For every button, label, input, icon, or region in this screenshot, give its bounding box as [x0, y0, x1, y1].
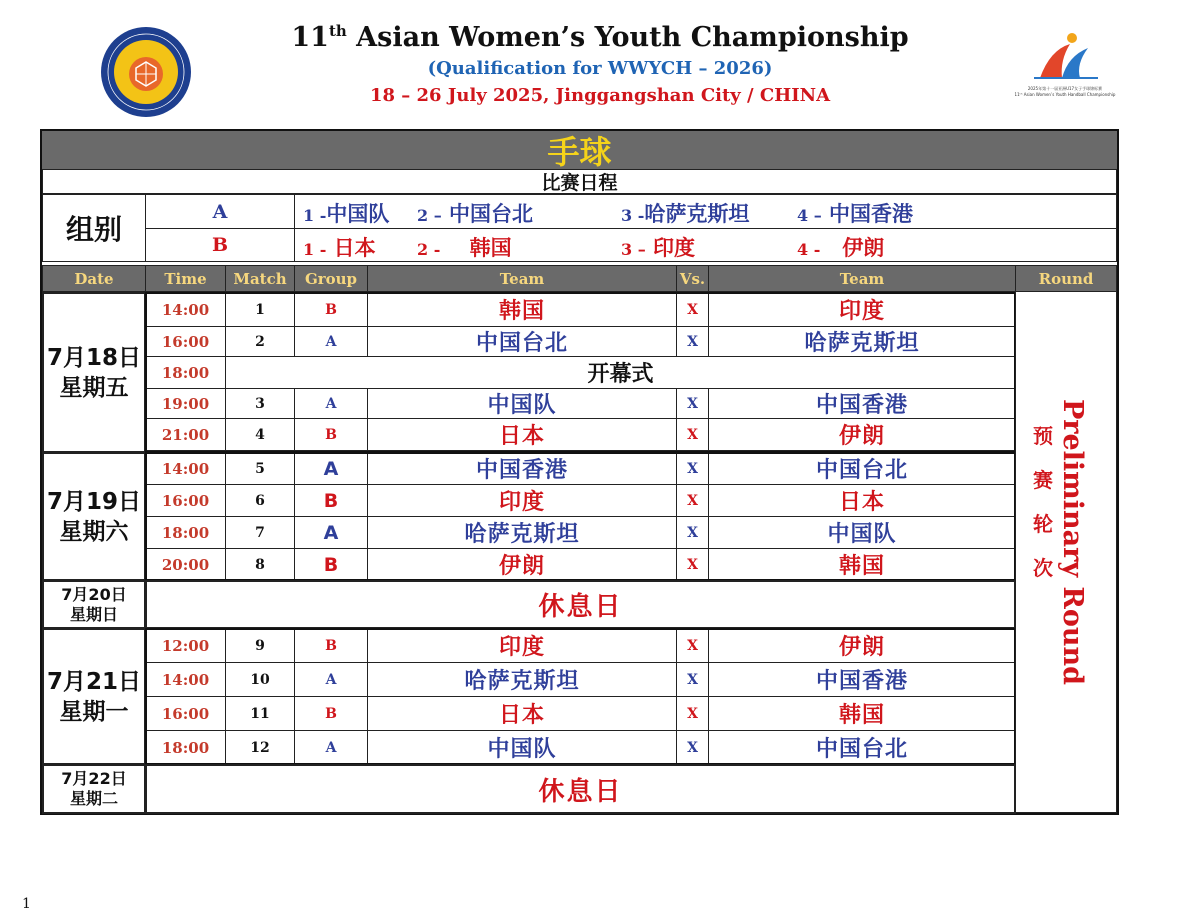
match-time: 19:00 — [145, 388, 226, 419]
team-home: 日本 — [367, 696, 677, 731]
group-b-team-3-wrap: 3 – 印度 — [621, 236, 696, 260]
match-number: 6 — [225, 484, 295, 517]
group-b-team-4-wrap: 4 - 伊朗 — [797, 236, 885, 260]
match-group: A — [294, 730, 368, 765]
group-b-name: B — [211, 234, 229, 256]
match-time: 14:00 — [145, 292, 226, 327]
match-time: 20:00 — [145, 548, 226, 581]
team-home: 伊朗 — [367, 548, 677, 581]
match-time: 16:00 — [145, 326, 226, 357]
match-time: 18:00 — [145, 730, 226, 765]
team-away: 中国台北 — [708, 730, 1016, 765]
day-label — [47, 343, 141, 403]
day-date: 7月19日 — [46, 488, 141, 515]
vs-marker: X — [676, 326, 709, 357]
schedule-title-row — [42, 169, 1117, 194]
vs-marker: X — [676, 516, 709, 549]
group-b-team-1: 日本 — [333, 236, 376, 260]
match-number: 5 — [225, 452, 295, 485]
vs-marker: X — [676, 418, 709, 451]
team-home: 中国台北 — [367, 326, 677, 357]
match-number: 2 — [225, 326, 295, 357]
page-number: 1 — [22, 896, 31, 912]
day-weekday: 星期二 — [69, 789, 118, 808]
match-group: A — [294, 388, 368, 419]
team-home: 中国队 — [367, 388, 677, 419]
match-number: 7 — [225, 516, 295, 549]
team-home: 哈萨克斯坦 — [367, 662, 677, 697]
rest-day-cell: 休息日 — [145, 764, 1016, 814]
match-time: 14:00 — [145, 662, 226, 697]
match-group: B — [294, 418, 368, 451]
vs-marker: X — [676, 730, 709, 765]
group-a-team-3-wrap: 3 -哈萨克斯坦 — [621, 202, 750, 226]
match-number: 3 — [225, 388, 295, 419]
group-b-team-2-wrap: 2 - 韩国 — [417, 236, 512, 260]
group-label: 组别 — [65, 213, 122, 246]
match-number: 11 — [225, 696, 295, 731]
team-away: 中国香港 — [708, 662, 1016, 697]
round-zh: 预 赛 轮 次 — [1033, 424, 1053, 580]
championship-title: 11th Asian Women’s Youth Championship — [291, 22, 909, 53]
championship-logo-text: 2025年第十一届亚洲U17女子手球锦标赛 11ᵗʰ Asian Women’s Youth Handball Championship — [1014, 86, 1116, 97]
championship-logo — [1010, 30, 1120, 100]
group-a-teams-cell — [294, 194, 1117, 229]
group-label-cell — [42, 194, 146, 262]
match-time: 18:00 — [145, 516, 226, 549]
group-b-team-3: 印度 — [653, 236, 696, 260]
team-away: 中国队 — [708, 516, 1016, 549]
match-number: 9 — [225, 628, 295, 663]
opening-ceremony: 开幕式 — [225, 356, 1016, 389]
day-date: 7月22日 — [61, 769, 127, 788]
date-cell-2 — [42, 452, 146, 581]
team-away: 韩国 — [708, 696, 1016, 731]
match-number: 12 — [225, 730, 295, 765]
vs-marker: X — [676, 548, 709, 581]
round-en: Preliminary Round — [1057, 398, 1088, 686]
group-a-name: A — [212, 200, 228, 223]
team-away: 中国香港 — [708, 388, 1016, 419]
group-a-teams: 1 -中国队 — [303, 202, 390, 226]
date-cell-4 — [42, 628, 146, 765]
schedule-title: 比赛日程 — [541, 172, 618, 194]
championship-logo-icon — [1010, 30, 1120, 82]
group-a-team-3: 哈萨克斯坦 — [644, 202, 750, 226]
team-home: 中国队 — [367, 730, 677, 765]
group-a-team-2: 中国台北 — [449, 202, 534, 226]
match-group: B — [294, 292, 368, 327]
group-b-teams-cell — [294, 228, 1117, 262]
sport-title: 手球 — [547, 133, 612, 171]
group-a-team-2-wrap: 2 – 中国台北 — [417, 202, 534, 226]
day-weekday: 星期六 — [59, 518, 129, 545]
match-time: 16:00 — [145, 696, 226, 731]
group-a-team-4-wrap: 4 – 中国香港 — [797, 202, 914, 226]
col-team-1: Team — [367, 265, 677, 292]
team-away: 哈萨克斯坦 — [708, 326, 1016, 357]
match-group: A — [294, 516, 368, 549]
team-home: 日本 — [367, 418, 677, 451]
group-b-team-2: 韩国 — [469, 236, 512, 260]
match-time: 12:00 — [145, 628, 226, 663]
col-vs: Vs. — [676, 265, 709, 292]
team-home: 印度 — [367, 484, 677, 517]
vs-marker: X — [676, 662, 709, 697]
col-date: Date — [42, 265, 146, 292]
vs-marker: X — [676, 292, 709, 327]
group-b-team-4: 伊朗 — [842, 236, 885, 260]
col-group: Group — [294, 265, 368, 292]
day-label — [61, 585, 126, 625]
match-number: 10 — [225, 662, 295, 697]
day-weekday: 星期日 — [69, 604, 118, 624]
col-team-2: Team — [708, 265, 1016, 292]
day-date: 7月20日 — [61, 584, 127, 604]
team-home: 韩国 — [367, 292, 677, 327]
match-time: 14:00 — [145, 452, 226, 485]
date-cell-1 — [42, 292, 146, 453]
team-away: 印度 — [708, 292, 1016, 327]
day-date: 7月18日 — [46, 344, 141, 371]
vs-marker: X — [676, 628, 709, 663]
match-group: A — [294, 452, 368, 485]
match-number: 1 — [225, 292, 295, 327]
day-label — [47, 667, 141, 727]
team-away: 伊朗 — [708, 628, 1016, 663]
day-weekday: 星期五 — [59, 374, 129, 401]
team-away: 日本 — [708, 484, 1016, 517]
match-time: 21:00 — [145, 418, 226, 451]
group-a-name-cell — [145, 194, 295, 229]
team-home: 哈萨克斯坦 — [367, 516, 677, 549]
vs-marker: X — [676, 696, 709, 731]
date-cell-5 — [42, 764, 146, 814]
match-group: B — [294, 484, 368, 517]
team-home: 中国香港 — [367, 452, 677, 485]
group-b-name-cell — [145, 228, 295, 262]
team-away: 中国台北 — [708, 452, 1016, 485]
team-away: 韩国 — [708, 548, 1016, 581]
match-group: B — [294, 548, 368, 581]
group-b-team-1-wrap: 1 - 日本 — [303, 236, 376, 260]
sport-title-bar — [42, 131, 1117, 169]
match-group: B — [294, 628, 368, 663]
match-group: B — [294, 696, 368, 731]
match-group: A — [294, 662, 368, 697]
match-number: 4 — [225, 418, 295, 451]
vs-marker: X — [676, 388, 709, 419]
qualification-subtitle: (Qualification for WWYCH – 2026) — [427, 58, 773, 79]
group-a-team-1: 中国队 — [326, 202, 390, 226]
match-time: 18:00 — [145, 356, 226, 389]
col-time: Time — [145, 265, 226, 292]
date-cell-3 — [42, 580, 146, 629]
vs-marker: X — [676, 484, 709, 517]
match-number: 8 — [225, 548, 295, 581]
group-a-team-4: 中国香港 — [829, 202, 914, 226]
match-group: A — [294, 326, 368, 357]
team-away: 伊朗 — [708, 418, 1016, 451]
day-label — [47, 487, 141, 547]
round-cell — [1015, 291, 1117, 813]
day-date: 7月21日 — [46, 668, 141, 695]
col-match: Match — [225, 265, 295, 292]
event-dates-location: 18 – 26 July 2025, Jinggangshan City / CHINA — [369, 85, 831, 106]
col-round: Round — [1015, 265, 1117, 292]
team-home: 印度 — [367, 628, 677, 663]
match-time: 16:00 — [145, 484, 226, 517]
day-weekday: 星期一 — [59, 698, 129, 725]
day-label — [61, 769, 126, 809]
vs-marker: X — [676, 452, 709, 485]
rest-day-cell: 休息日 — [145, 580, 1016, 629]
